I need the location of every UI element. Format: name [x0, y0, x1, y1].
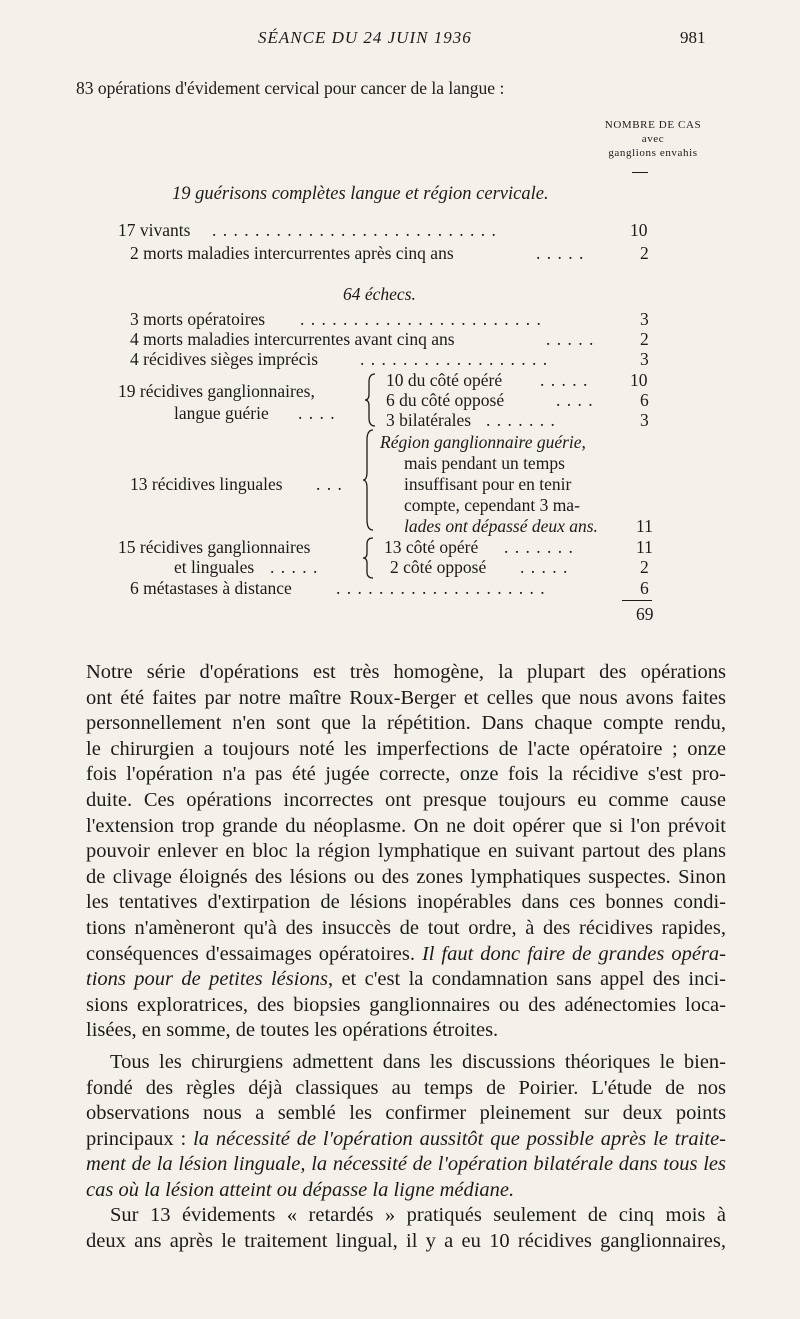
text-run: principaux : [86, 1127, 194, 1150]
row-value: 3 [640, 349, 649, 369]
text-run: , et c'est la condamnation sans appel des inci- [327, 968, 726, 991]
row-label: 3 morts opératoires [130, 309, 266, 329]
lingual-note: lades ont dépassé deux ans. [404, 516, 598, 536]
lingual-label: 13 récidives linguales [130, 474, 283, 494]
group-item-value: 11 [636, 537, 653, 557]
row-value: 3 [640, 309, 649, 329]
lingual-note: compte, cependant 3 ma- [404, 495, 580, 515]
paragraph-1-line: tions n'amèneront qu'à des insuccès de tout ordre, à des récidives rapides, [86, 916, 726, 939]
paragraph-1-line: duite. Ces opérations incorrectes ont presque toujours eu comme cause [86, 788, 726, 811]
group-label: 15 récidives ganglionnaires [118, 537, 311, 557]
leader-dots: . . . . . [546, 329, 595, 349]
paragraph-1-line: pouvoir enlever en bloc la région lymphatique en suivant partout des plans [86, 840, 726, 863]
group-label: et linguales [174, 557, 255, 577]
group-item: 10 du côté opéré [386, 370, 503, 390]
paragraph-1-line: fois l'opération n'a pas été jugée correcte, onze fois la récidive s'est pro- [86, 763, 726, 786]
leader-dots: . . . . . [520, 557, 569, 577]
group-item: 13 côté opéré [384, 537, 479, 557]
paragraph-2-line: observations nous a semblé les confirmer pleinement sur deux points [86, 1102, 726, 1125]
row-label: 4 morts maladies intercurrentes avant cinq ans [130, 329, 455, 349]
paragraph-1-line: ont été faites par notre maître Roux-Berger et celles que nous avons faites [86, 686, 726, 709]
leader-dots: . . . . . . . . . . . . . . . . . . [360, 349, 549, 369]
lingual-note: Région ganglionnaire guérie, [380, 432, 586, 452]
leader-dots: . . . [316, 474, 343, 494]
leader-dots: . . . . [298, 403, 336, 423]
lingual-value: 11 [636, 516, 653, 536]
total-value: 69 [636, 604, 654, 624]
column-header-line-3: ganglions envahis [608, 147, 698, 159]
paragraph-2-line: ment de la lésion linguale, la nécessité de l'opération bilatérale dans tous les [86, 1153, 726, 1176]
paragraph-2-line: cas où la lésion atteint ou dépasse la ligne médiane. [86, 1178, 515, 1201]
emphasis-run: tions pour de petites lésions [86, 968, 328, 991]
brace-icon [362, 428, 376, 532]
emphasis-run: la nécessité de l'opération aussitôt que possible après le traite- [193, 1127, 726, 1150]
row-label: 6 métastases à distance [130, 578, 292, 598]
paragraph-1-line [86, 942, 726, 968]
paragraph-1-line: sions exploratrices, des biopsies ganglionnaires ou des adénectomies loca- [86, 993, 726, 1016]
row-label: 17 vivants [118, 220, 191, 240]
paragraph-1-line: de clivage éloignés des lésions ou des zones lymphatiques suspectes. Sinon [86, 865, 726, 888]
running-title: SÉANCE DU 24 JUIN 1936 [258, 28, 472, 47]
section-failures-title: 64 échecs. [343, 284, 416, 304]
paragraph-2-line: Tous les chirurgiens admettent dans les discussions théoriques le bien- [110, 1050, 726, 1073]
brace-icon [364, 372, 378, 428]
lingual-note: insuffisant pour en tenir [404, 474, 572, 494]
row-value: 10 [630, 220, 648, 240]
lingual-note: mais pendant un temps [404, 453, 565, 473]
leader-dots: . . . . . . . . . . . . . . . . . . . . [336, 578, 546, 598]
brace-icon [362, 536, 376, 580]
paragraph-1-line: lisées, en somme, de toutes les opérations étroites. [86, 1019, 499, 1042]
paragraph-1-line: l'extension trop grande du néoplasme. On ne doit opérer que si l'on prévoit [86, 814, 726, 837]
page-number: 981 [680, 28, 706, 47]
row-value: 2 [640, 329, 649, 349]
paragraph-1-line: personnellement n'en sont que la répétition. Dans chaque compte rendu, [86, 712, 726, 735]
leader-dots: . . . . [556, 390, 594, 410]
column-header-line-1: NOMBRE DE CAS [604, 119, 702, 131]
row-label: 4 récidives sièges imprécis [130, 349, 319, 369]
paragraph-2-line [86, 1127, 726, 1153]
emphasis-run: Il faut donc faire de grandes opéra- [421, 942, 726, 965]
group-item: 6 du côté opposé [386, 390, 505, 410]
section-healed-title: 19 guérisons complètes langue et région cervicale. [172, 184, 549, 204]
paragraph-1-line: le chirurgien a toujours noté les imperfections de l'acte opératoire ; onze [86, 737, 726, 760]
leader-dots: . . . . . . . [504, 537, 574, 557]
row-label: 2 morts maladies intercurrentes après cinq ans [130, 243, 454, 263]
column-header [578, 118, 728, 160]
leader-dots: . . . . . [270, 557, 319, 577]
leader-dots: . . . . . . . [486, 410, 556, 430]
column-header-rule [632, 172, 648, 173]
leader-dots: . . . . . . . . . . . . . . . . . . . . . . . . . . . [212, 220, 497, 240]
leader-dots: . . . . . [540, 370, 589, 390]
paragraph-1-line [86, 967, 726, 993]
leader-dots: . . . . . [536, 243, 585, 263]
group-item-value: 3 [640, 410, 649, 430]
paragraph-2-line: fondé des règles déjà classiques au temps de Poirier. L'étude de nos [86, 1076, 726, 1099]
text-run: conséquences d'essaimages opératoires. [86, 942, 422, 965]
total-rule [622, 600, 652, 601]
running-header [0, 28, 800, 52]
paragraph-3-line: Sur 13 évidements « retardés » pratiqués seulement de cinq mois à [110, 1204, 726, 1227]
intro-line: 83 opérations d'évidement cervical pour cancer de la langue : [76, 78, 505, 98]
group-item: 2 côté opposé [390, 557, 487, 577]
paragraph-1-line: les tentatives d'extirpation de lésions inopérables dans ces bonnes condi- [86, 891, 726, 914]
group-label: langue guérie [174, 403, 269, 423]
group-item-value: 2 [640, 557, 649, 577]
group-item-value: 6 [640, 390, 649, 410]
group-item: 3 bilatérales [386, 410, 472, 430]
column-header-line-2: avec [641, 133, 665, 145]
row-value: 6 [640, 578, 649, 598]
row-value: 2 [640, 243, 649, 263]
paragraph-3-line: deux ans après le traitement lingual, il y a eu 10 récidives ganglionnaires, [86, 1230, 726, 1253]
leader-dots: . . . . . . . . . . . . . . . . . . . . . . . [300, 309, 542, 329]
paragraph-1-line: Notre série d'opérations est très homogène, la plupart des opérations [86, 661, 726, 683]
group-label: 19 récidives ganglionnaires, [118, 381, 315, 401]
group-item-value: 10 [630, 370, 648, 390]
body-text [86, 660, 726, 1255]
